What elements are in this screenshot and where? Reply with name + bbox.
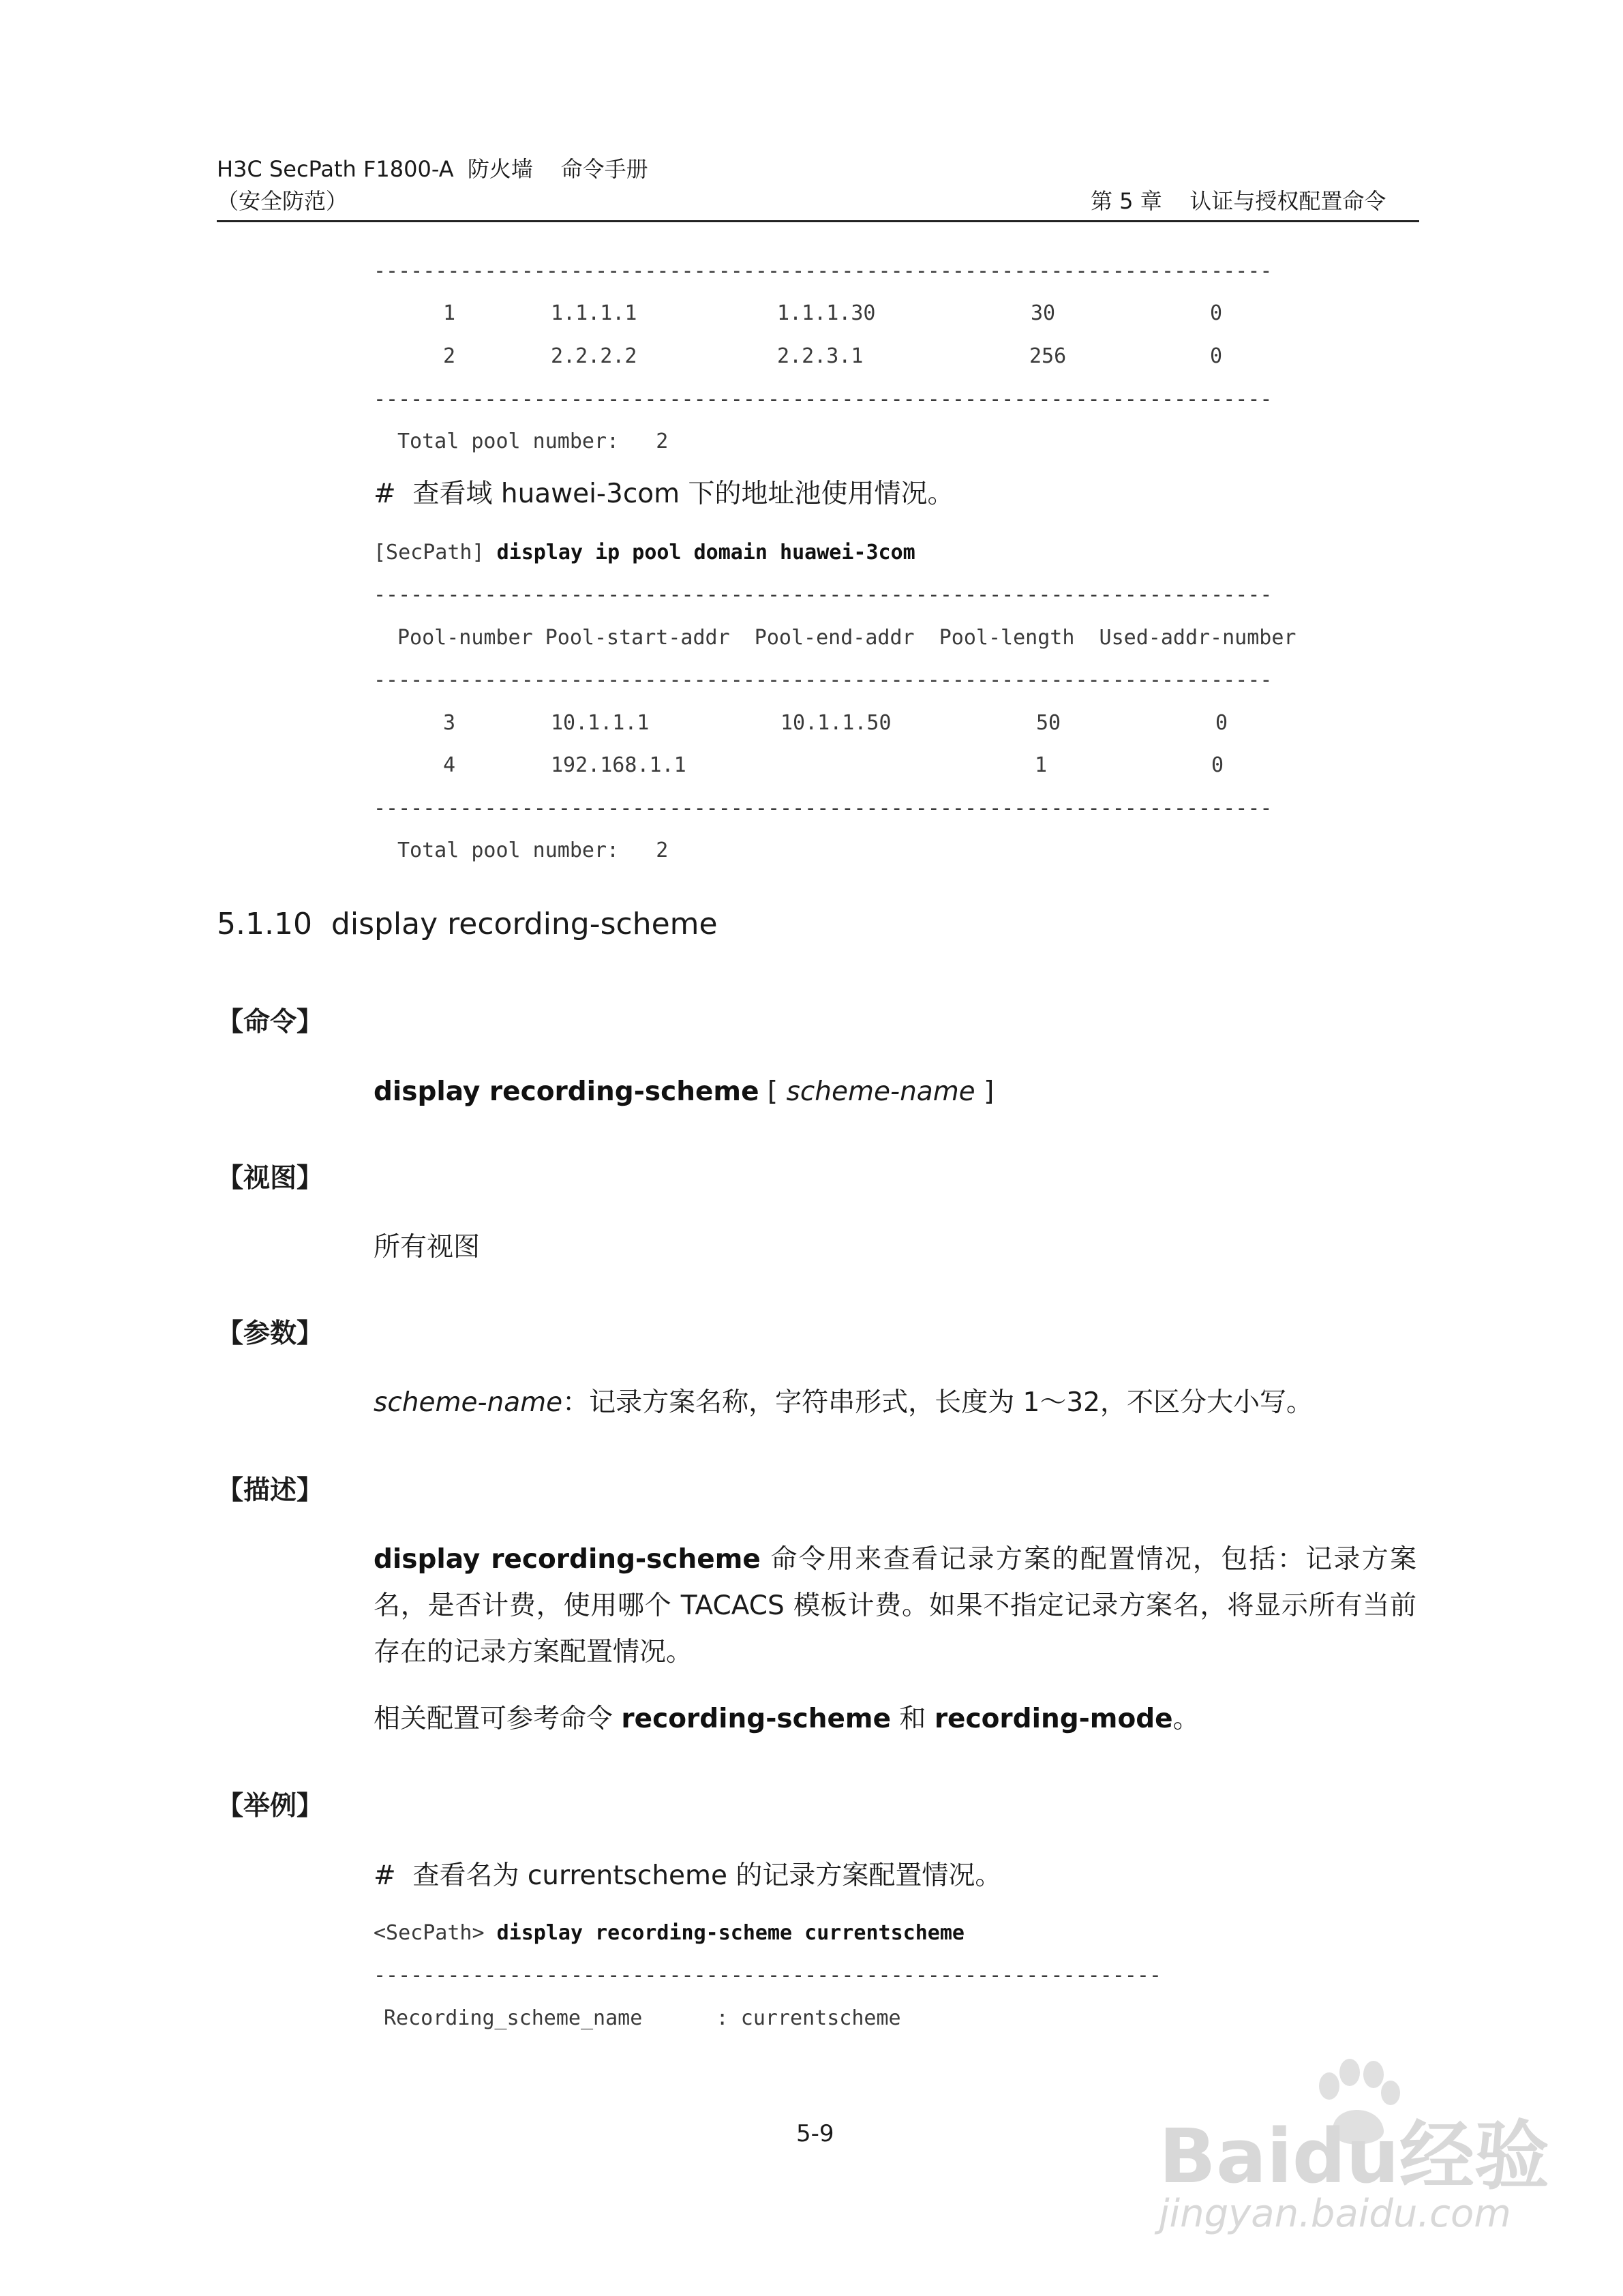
used-addr-cell: 0 [1215, 711, 1228, 735]
pool-number-cell: 1 [443, 301, 456, 325]
total-pool-number: Total pool number: 2 [397, 839, 669, 862]
header-subtitle: （安全防范） [217, 188, 348, 214]
description-heading: 【描述】 [217, 1475, 324, 1506]
header-title: H3C SecPath F1800-A 防火墙 命令手册 [217, 156, 648, 182]
description-text: 命令用来查看记录方案的配置情况，包括：记录方案名，是否计费，使用哪个 TACACS 模板计费。如果不指定记录方案名，将显示所有当前存在的记录方案配置情况。 [374, 1544, 1416, 1667]
page-number: 5-9 [796, 2120, 834, 2147]
code-divider: ---------------------------------------------------------------- [374, 1963, 1162, 1987]
cli-prompt: <SecPath> [374, 1921, 497, 1945]
pool-number-cell: 4 [443, 753, 456, 777]
related-commands [374, 1702, 1200, 1736]
related-prefix: 相关配置可参考命令 [374, 1704, 622, 1734]
view-text: 所有视图 [374, 1232, 481, 1263]
used-addr-cell: 0 [1210, 344, 1223, 368]
pool-end-cell: 2.2.3.1 [777, 344, 864, 368]
watermark-brand: Baidu经验 [1159, 2113, 1549, 2200]
pool-end-cell: 10.1.1.50 [780, 711, 892, 735]
code-divider: ------------------------------------------------------------------------- [374, 668, 1273, 692]
recording-scheme-field: Recording_scheme_name : currentscheme [384, 2006, 901, 2030]
command-heading: 【命令】 [217, 1007, 324, 1038]
watermark-url: jingyan.baidu.com [1159, 2192, 1511, 2236]
code-divider: ------------------------------------------------------------------------- [374, 796, 1273, 820]
cli-command-line [374, 1921, 965, 1945]
table-header: Pool-number Pool-start-addr Pool-end-addr Pool-length Used-addr-number [397, 626, 1296, 650]
related-command-link: recording-mode [934, 1704, 1173, 1734]
view-heading: 【视图】 [217, 1163, 324, 1194]
parameter-description [374, 1386, 1313, 1420]
command-syntax [374, 1075, 994, 1109]
pool-start-cell: 2.2.2.2 [551, 344, 637, 368]
header-chapter: 第 5 章 认证与授权配置命令 [1091, 188, 1386, 214]
code-divider: ------------------------------------------------------------------------- [374, 387, 1273, 411]
pool-length-cell: 50 [1036, 711, 1061, 735]
pool-number-cell: 3 [443, 711, 456, 735]
command-parameter: scheme-name [786, 1076, 975, 1107]
command-keyword: display recording-scheme [374, 1076, 759, 1107]
parameter-text: ：记录方案名称，字符串形式，长度为 1～32，不区分大小写。 [562, 1387, 1313, 1418]
pool-number-cell: 2 [443, 344, 456, 368]
code-divider: ------------------------------------------------------------------------- [374, 583, 1273, 607]
related-mid: 和 [891, 1704, 935, 1734]
pool-start-cell: 10.1.1.1 [551, 711, 650, 735]
used-addr-cell: 0 [1211, 753, 1224, 777]
bracket-close: ] [975, 1076, 995, 1107]
section-title: 5.1.10 display recording-scheme [217, 907, 718, 941]
related-end: 。 [1172, 1704, 1200, 1734]
header-rule [217, 220, 1419, 222]
code-divider: ------------------------------------------------------------------------- [374, 259, 1273, 283]
description-paragraph [374, 1537, 1416, 1676]
pool-length-cell: 30 [1031, 301, 1056, 325]
example-heading: 【举例】 [217, 1791, 324, 1822]
pool-length-cell: 1 [1035, 753, 1048, 777]
cli-prompt: [SecPath] [374, 541, 497, 564]
pool-start-cell: 192.168.1.1 [551, 753, 686, 777]
example-comment: # 查看域 huawei-3com 下的地址池使用情况。 [374, 479, 954, 509]
pool-end-cell: 1.1.1.30 [777, 301, 876, 325]
related-command-link: recording-scheme [621, 1704, 892, 1734]
cli-command-line [374, 541, 915, 564]
parameter-name: scheme-name [374, 1387, 563, 1418]
description-command: display recording-scheme [374, 1544, 761, 1575]
cli-command: display recording-scheme currentscheme [496, 1921, 965, 1945]
pool-start-cell: 1.1.1.1 [551, 301, 637, 325]
used-addr-cell: 0 [1210, 301, 1223, 325]
example-comment: # 查看名为 currentscheme 的记录方案配置情况。 [374, 1860, 1002, 1891]
pool-length-cell: 256 [1029, 344, 1067, 368]
parameter-heading: 【参数】 [217, 1318, 324, 1349]
cli-command: display ip pool domain huawei-3com [496, 541, 915, 564]
total-pool-number: Total pool number: 2 [397, 429, 669, 453]
bracket-open: [ [759, 1076, 787, 1107]
